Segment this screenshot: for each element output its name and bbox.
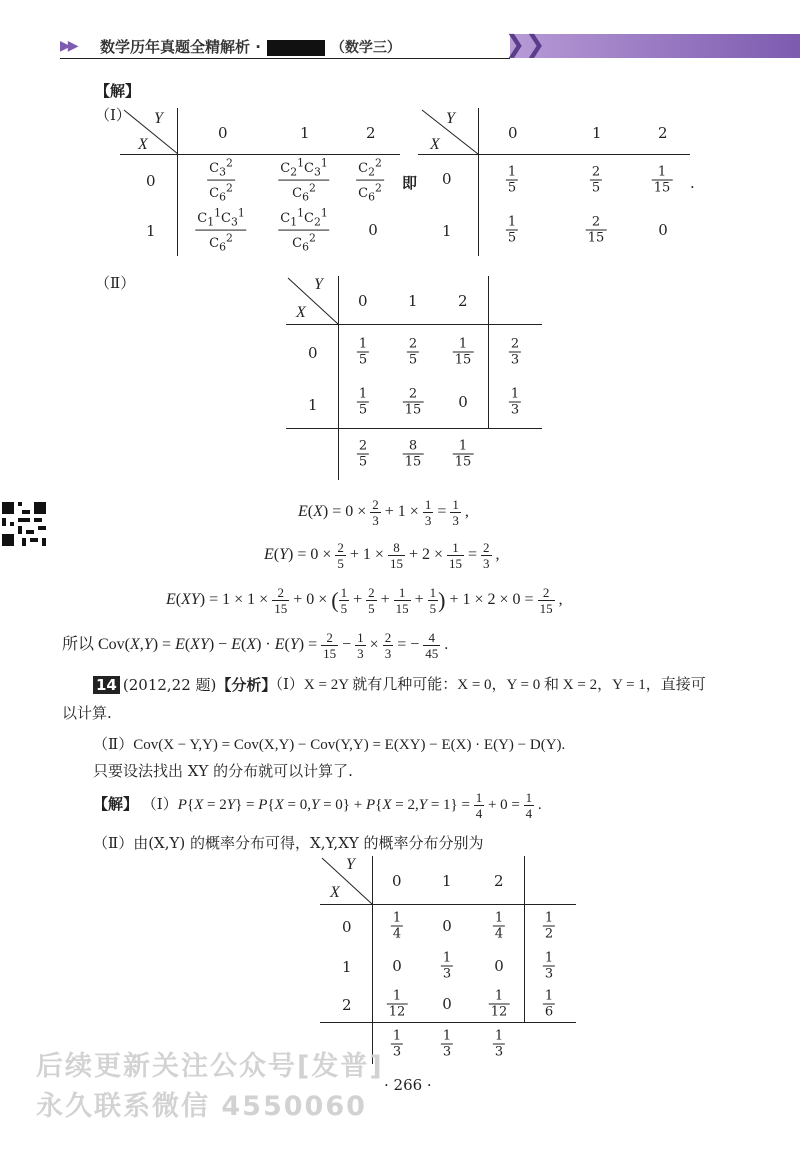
chevron-icon: ❯❯ [505,30,546,58]
ji-label: 即 [402,174,418,192]
part2-label: （Ⅱ） [95,274,136,292]
table2-cell: $\frac{2}{5}$ [591,164,601,196]
table2-cell: $\frac{1}{5}$ [507,164,517,196]
table4: Y X 0 1 2 0 1 2 $\frac{1}{4}$ 0 $\frac{1}{4}$ $\frac{1}{2}$ 0 $\frac{1}{3}$ 0 $\frac{1}{3}$ $\frac{1}{12}$ 0 $\frac{1}{12}$ $\frac{1}{6}$ $\frac{1}{3}$ $\frac{1}{3}$ $\frac{1}{3}$ [320,856,576,1066]
table3: Y X 0 1 2 0 1 $\frac{1}{5}$ $\frac{2}{5}$ $\frac{1}{15}$ $\frac{2}{3}$ $\frac{1}{5}$ $\frac{2}{15}$ 0 $\frac{1}{3}$ $\frac{2}{5}$ $\frac{8}{15}$ $\frac{1}{15}$ [286,276,542,482]
equation-ex: E(X) = 0 × $\frac{2}{3}$ + 1 × $\frac{1}{3}$ = $\frac{1}{3}$ , [298,497,469,528]
equation-exy: E(XY) = 1 × 1 × $\frac{2}{15}$ + 0 × ( $\frac{1}{5}$ + $\frac{2}{5}$ + $\frac{1}{15}$ + $\frac{1}{5}$ ) + 1 × 2 × 0 = $\frac{2}{15}$ , [166,585,563,616]
header-title: 数学历年真题全精解析 · （数学三） [100,38,401,56]
period: · [690,178,695,196]
watermark-line2: 永久联系微信 4550060 [36,1091,367,1122]
table2-cell: $\frac{2}{15}$ [587,214,605,246]
part1-label: （Ⅰ） [95,106,131,124]
equation-ey: E(Y) = 0 × $\frac{2}{5}$ + 1 × $\frac{8}{15}$ + 2 × $\frac{1}{15}$ = $\frac{2}{3}$ , [264,540,500,571]
table2-cell: $\frac{1}{15}$ [653,164,671,196]
redaction-block [267,40,325,56]
table1-cell: $\frac{C_2^2}{C_6^2}$ [358,156,382,204]
table1: Y X 0 1 2 0 1 $\frac{C_3^2}{C_6^2}$ $\frac{C_2^1C_3^1}{C_6^2}$ $\frac{C_2^2}{C_6^2}$ $\frac{C_1^1C_3^1}{C_6^2}$ $\frac{C_1^1C_2^1}{C_6^2}$ 0 [120,108,410,258]
qr-code-icon[interactable] [2,502,46,546]
problem14-line3: 只要设法找出 XY 的分布就可以计算了. [93,762,353,780]
header-rule [60,58,510,59]
diagonal-header [286,276,340,326]
play-icon: ▶▶ [60,38,76,54]
header-band [510,34,800,58]
problem14-solution: 【解】 （Ⅰ）P{X = 2Y} = P{X = 0,Y = 0} + P{X = 2,Y = 1} = $\frac{1}{4}$ + 0 = $\frac{1}{4}$ . [93,790,542,821]
problem14-line1: （Ⅰ）X = 2Y 就有几种可能：X = 0，Y = 0 和 X = 2，Y = 1，直接可 [268,677,706,693]
table1-cell: $\frac{C_2^1C_3^1}{C_6^2}$ [280,156,328,204]
equation-cov: 所以 Cov(X,Y) = E(XY) − E(X) · E(Y) = $\frac{2}{15}$ − $\frac{1}{3}$ × $\frac{2}{3}$ = − $\frac{4}{45}$ . [62,630,449,661]
diagonal-header [120,108,180,156]
problem14-line4: （Ⅱ）由(X,Y) 的概率分布可得，X,Y,XY 的概率分布分别为 [93,834,484,852]
table1-cell: $\frac{C_1^1C_2^1}{C_6^2}$ [280,206,328,254]
problem14-line2: （Ⅱ）Cov(X − Y,Y) = Cov(X,Y) − Cov(Y,Y) = E(XY) − E(X) · E(Y) − D(Y). [93,737,566,753]
page-number: · 266 · [384,1076,432,1094]
watermark-line1: 后续更新关注公众号[发普] [36,1051,384,1082]
table2: Y X 0 1 2 0 1 $\frac{1}{5}$ $\frac{2}{5}$ $\frac{1}{15}$ $\frac{1}{5}$ $\frac{2}{15}$ 0 [418,108,698,258]
table2-cell: $\frac{1}{5}$ [507,214,517,246]
table1-cell: $\frac{C_1^1C_3^1}{C_6^2}$ [197,206,245,254]
problem14-header: 14 (2012,22 题)【分析】 [93,674,276,695]
problem14-line1b: 以计算. [62,704,112,722]
table1-cell: $\frac{C_3^2}{C_6^2}$ [209,156,233,204]
solution-label: 【解】 [95,82,141,100]
